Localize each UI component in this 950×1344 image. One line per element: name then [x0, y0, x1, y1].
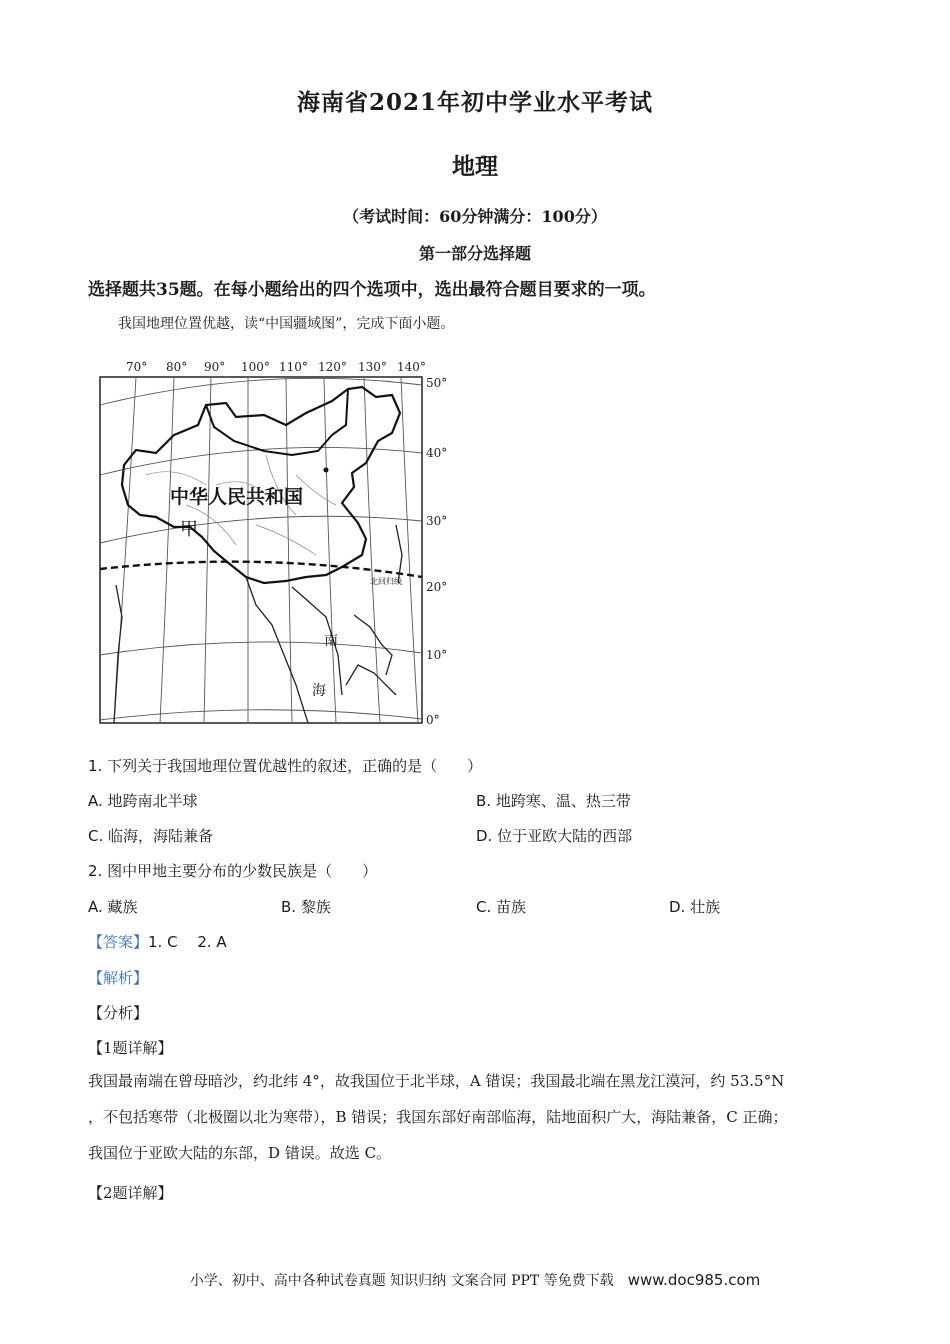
detail-2-tag: 【2题详解】 [88, 1184, 173, 1202]
detail-1-body [88, 1063, 888, 1171]
option-letter: D. [669, 898, 686, 916]
option-text: 地跨寒、温、热三带 [495, 792, 631, 810]
fenxi-tag: 【分析】 [88, 1004, 149, 1022]
option-text: 位于亚欧大陆的西部 [497, 827, 633, 845]
lon-label: 90° [204, 360, 226, 374]
question-stem: 图中甲地主要分布的少数民族是（ ） [107, 862, 378, 880]
sea-label-1: 南 [324, 633, 338, 649]
option-text: 地跨南北半球 [107, 792, 198, 810]
option-text: 黎族 [300, 898, 331, 916]
analysis-tag: 【解析】 [88, 969, 149, 987]
lat-label: 10° [426, 648, 448, 662]
option-text: 临海，海陆兼备 [108, 827, 214, 845]
option-2d[interactable] [669, 896, 720, 917]
detail-1-line: ，不包括寒带（北极圈以北为寒带），B 错误；我国东部好南部临海，陆地面积广大，海陆兼备，C 正确； [88, 1108, 788, 1126]
footer-text: 小学、初中、高中各种试卷真题 知识归纳 文案合同 PPT 等免费下载 [189, 1273, 614, 1289]
question-number: 2. [88, 862, 103, 880]
footer-url[interactable]: www.doc985.com [627, 1271, 761, 1289]
option-text: 苗族 [496, 898, 527, 916]
answer-line [88, 931, 227, 952]
lon-label: 100° [241, 360, 270, 374]
lon-label: 120° [318, 360, 347, 374]
lat-label: 20° [426, 580, 448, 594]
sea-label-2: 海 [312, 683, 326, 699]
option-1c[interactable] [88, 825, 213, 846]
lat-label: 50° [426, 376, 448, 390]
option-2b[interactable] [281, 896, 331, 917]
option-1d[interactable] [476, 825, 632, 846]
lon-label: 70° [126, 360, 148, 374]
part-title: 第一部分选择题 [418, 244, 531, 263]
question-2 [88, 860, 377, 881]
question-number: 1. [88, 757, 103, 775]
option-1a[interactable] [88, 790, 198, 811]
tropic-label: 北回归线 [370, 577, 402, 586]
option-2c[interactable] [476, 896, 526, 917]
question-intro: 我国地理位置优越，读“中国疆域图”，完成下面小题。 [118, 316, 455, 332]
instruction-text: 选择题共35题。在每小题给出的四个选项中，选出最符合题目要求的一项。 [88, 280, 656, 300]
option-1b[interactable] [476, 790, 631, 811]
question-1 [88, 755, 482, 776]
detail-1-line: 我国最南端在曾母暗沙，约北纬 4°，故我国位于北半球，A 错误；我国最北端在黑龙江漠河，约 53.5°N [88, 1072, 785, 1090]
option-letter: A. [88, 792, 103, 810]
detail-1-tag: 【1题详解】 [88, 1039, 173, 1057]
answer-tag: 【答案】 [88, 933, 149, 951]
option-letter: B. [476, 792, 492, 810]
question-stem: 下列关于我国地理位置优越性的叙述，正确的是（ ） [107, 757, 483, 775]
option-text: 壮族 [690, 898, 721, 916]
option-letter: C. [476, 898, 492, 916]
option-text: 藏族 [107, 898, 138, 916]
option-2a[interactable] [88, 896, 138, 917]
answer-text: 1. C 2. A [148, 933, 227, 951]
detail-1-line: 我国位于亚欧大陆的东部，D 错误。故选 C。 [88, 1144, 392, 1162]
subject-title: 地理 [452, 153, 498, 180]
lon-label: 140° [397, 360, 426, 374]
lat-label: 30° [426, 514, 448, 528]
option-letter: A. [88, 898, 103, 916]
exam-info: （考试时间：60分钟满分：100分） [343, 207, 607, 226]
lon-label: 130° [358, 360, 387, 374]
region-jia-label: 甲 [180, 519, 198, 540]
lat-label: 0° [426, 713, 440, 727]
lon-label: 110° [279, 360, 308, 374]
lon-label: 80° [166, 360, 188, 374]
china-territory-map [96, 355, 456, 730]
page-footer [0, 1270, 950, 1290]
exam-title: 海南省2021年初中学业水平考试 [296, 89, 653, 116]
lat-label: 40° [426, 446, 448, 460]
option-letter: C. [88, 827, 104, 845]
country-label: 中华人民共和国 [170, 486, 304, 508]
option-letter: D. [476, 827, 493, 845]
option-letter: B. [281, 898, 297, 916]
